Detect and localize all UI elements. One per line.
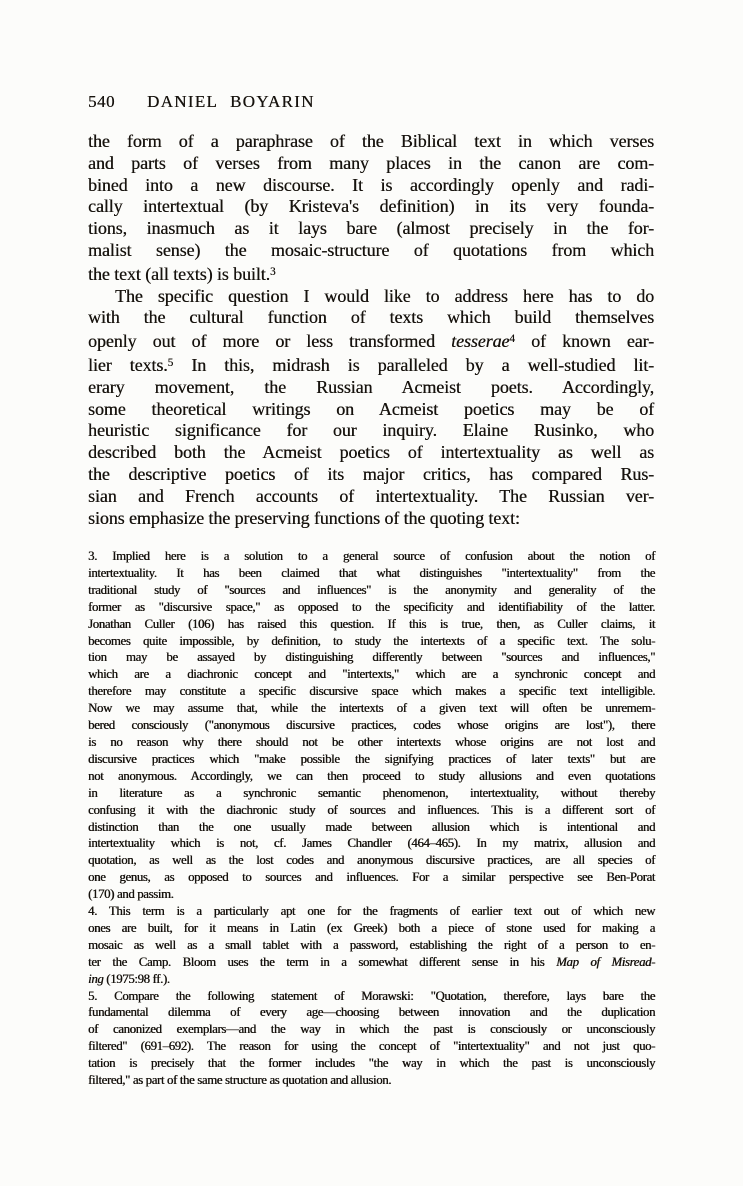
- text-line: lier texts.$^5$ In this, midrash is paralleled by a well-studied lit-: [88, 355, 654, 376]
- text-line: which are a diachronic concept and "intertexts," which are a synchronic concept and: [88, 667, 655, 682]
- text-line: tions, inasmuch as it lays bare (almost precisely in the for-: [88, 218, 654, 239]
- text-line: 4. This term is a particularly apt one for the fragments of earlier text out of which new: [88, 904, 655, 919]
- text-line: bined into a new discourse. It is accordingly openly and radi-: [88, 174, 654, 195]
- page-header: [88, 92, 654, 112]
- text-line: traditional study of "sources and influences" is the anonymity and generality of the: [88, 582, 655, 597]
- text-line: ing (1975:98 ff.).: [88, 971, 170, 986]
- text-line: mosaic as well as a small tablet with a password, establishing the right of a person to en-: [88, 937, 655, 952]
- page-number: 540: [88, 92, 115, 111]
- text-line: the text (all texts) is built.$^3$: [88, 263, 276, 284]
- text-line: intertextuality. It has been claimed that what distinguishes "intertextuality" from the: [88, 565, 655, 580]
- text-line: ter the Camp. Bloom uses the term in a somewhat different sense in his Map of Misread-: [88, 954, 655, 969]
- text-line: Now we may assume that, while the intertexts of a given text will often be unremem-: [88, 701, 655, 716]
- text-line: one genus, as opposed to sources and influences. For a similar perspective see Ben-Porat: [88, 870, 655, 885]
- text-line: filtered" (691–692). The reason for using the concept of "intertextuality" and not just quo-: [88, 1039, 655, 1054]
- text-line: the descriptive poetics of its major critics, has compared Rus-: [88, 464, 654, 484]
- paragraph: [88, 903, 655, 988]
- text-line: bered consciously ("anonymous discursive practices, codes whose origins are lost"), there: [88, 718, 655, 733]
- text-line: ones are built, for it means in Latin (ex Greek) both a piece of stone used for making a: [88, 920, 655, 935]
- text-line: is no reason why there should not be other intertexts whose origins are not lost and: [88, 734, 655, 749]
- text-line: sian and French accounts of intertextuality. The Russian ver-: [88, 485, 654, 506]
- text-line: (170) and passim.: [88, 887, 174, 902]
- text-line: of canonized exemplars—and the way in which the past is consciously or unconsciously: [88, 1022, 655, 1037]
- text-line: discursive practices which "make possible the signifying practices of later texts" but are: [88, 751, 655, 766]
- text-line: erary movement, the Russian Acmeist poets. Accordingly,: [88, 376, 654, 397]
- text-line: former as "discursive space," as opposed to the specificity and identifiability of the latter.: [88, 599, 655, 614]
- text-line: 5. Compare the following statement of Morawski: "Quotation, therefore, lays bare the: [88, 988, 655, 1003]
- text-line: filtered," as part of the same structure as quotation and allusion.: [88, 1073, 392, 1088]
- text-line: distinction than the one usually made between allusion which is intentional and: [88, 819, 655, 834]
- footnotes: [88, 548, 655, 1089]
- text-line: Jonathan Culler (106) has raised this question. If this is true, then, as Culler claims, it: [88, 616, 655, 631]
- text-line: tion may be assayed by distinguishing differently between "sources and influences,": [88, 650, 655, 665]
- main-text: [88, 131, 654, 529]
- paragraph: [88, 131, 654, 286]
- text-line: heuristic significance for our inquiry. Elaine Rusinko, who: [88, 420, 654, 441]
- text-line: some theoretical writings on Acmeist poetics may be of: [88, 398, 654, 419]
- paragraph: [88, 988, 655, 1089]
- text-line: The specific question I would like to address here has to do: [115, 285, 654, 306]
- text-line: in literature as a synchronic semantic phenomenon, intertextuality, without thereby: [88, 785, 655, 800]
- text-line: confusing it with the diachronic study of sources and influences. This is a different sort of: [88, 802, 655, 817]
- text-line: cally intertextual (by Kristeva's definition) in its very founda-: [88, 196, 654, 217]
- text-line: fundamental dilemma of every age—choosing between innovation and the duplication: [88, 1005, 655, 1020]
- paragraph: [88, 548, 655, 903]
- paragraph: [88, 286, 654, 530]
- text-line: openly out of more or less transformed tesserae$^4$ of known ear-: [88, 331, 654, 352]
- text-line: with the cultural function of texts which build themselves: [88, 307, 654, 328]
- text-line: sions emphasize the preserving functions of the quoting text:: [88, 507, 520, 528]
- text-line: becomes quite impossible, by definition, to study the intertexts of a specific text. The solu-: [88, 633, 655, 648]
- text-line: the form of a paraphrase of the Biblical text in which verses: [88, 131, 654, 151]
- text-line: quotation, as well as the lost codes and anonymous discursive practices, are all species of: [88, 853, 655, 868]
- text-line: 3. Implied here is a solution to a general source of confusion about the notion of: [88, 549, 655, 563]
- text-line: not anonymous. Accordingly, we can then proceed to study allusions and even quotations: [88, 768, 655, 783]
- running-head: DANIEL BOYARIN: [147, 92, 315, 111]
- text-line: tation is precisely that the former includes "the way in which the past is unconsciously: [88, 1056, 655, 1071]
- text-line: and parts of verses from many places in the canon are com-: [88, 152, 654, 173]
- text-line: intertextuality which is not, cf. James Chandler (464–465). In my matrix, allusion and: [88, 836, 655, 851]
- text-line: described both the Acmeist poetics of intertextuality as well as: [88, 442, 654, 463]
- text-line: malist sense) the mosaic-structure of quotations from which: [88, 239, 654, 260]
- text-line: therefore may constitute a specific discursive space which makes a specific text intelligible.: [88, 684, 655, 699]
